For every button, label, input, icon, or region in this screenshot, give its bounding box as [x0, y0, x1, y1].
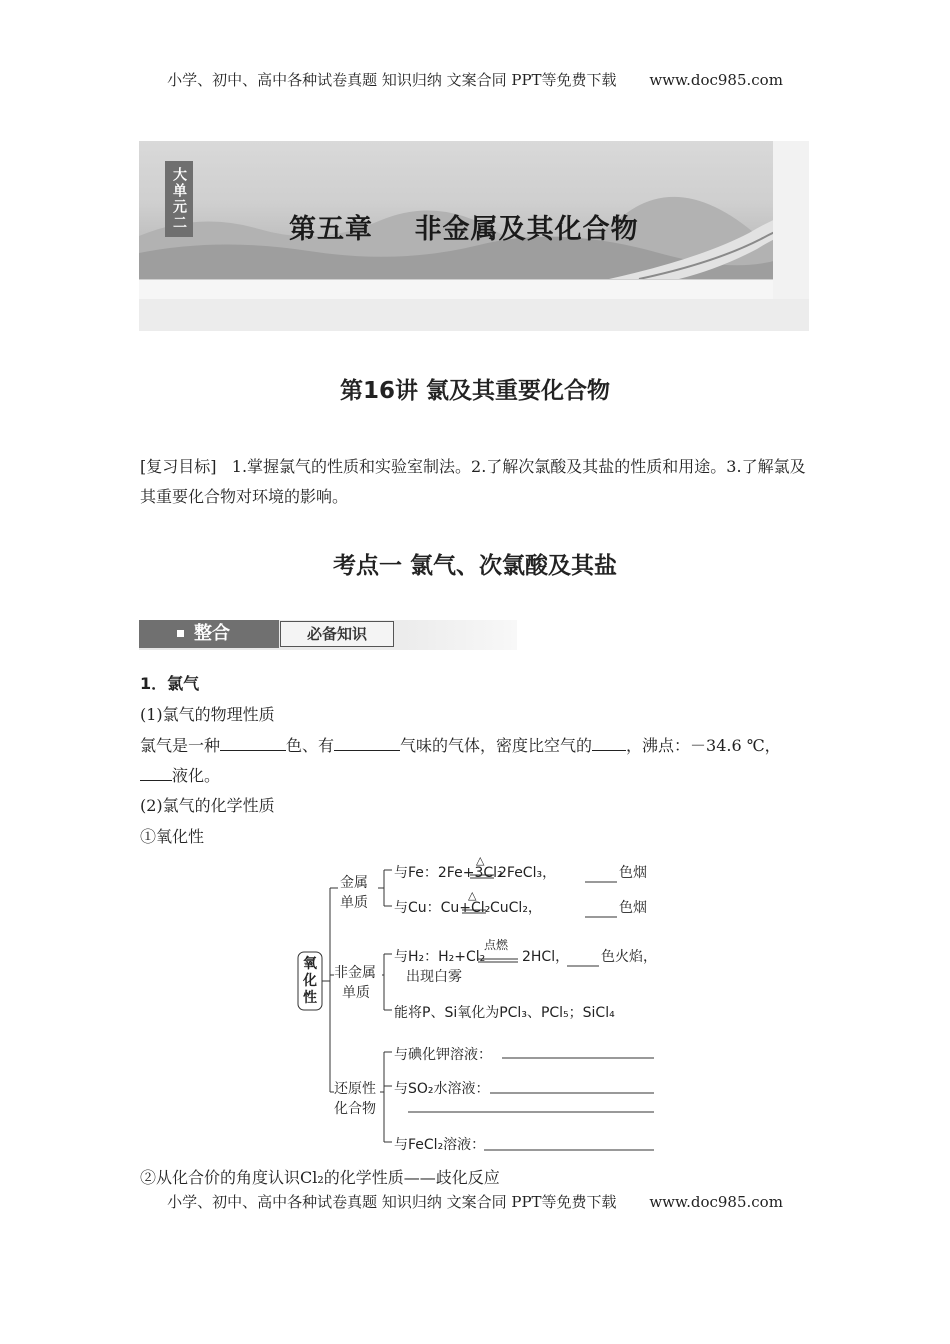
diagram-item-fe — [394, 862, 503, 882]
chemical-properties-heading: (2)氯气的化学性质 — [140, 796, 275, 815]
section-dark-label: 整合 — [194, 623, 230, 644]
diagram-item-h2-extra: 出现白雾 — [406, 969, 462, 985]
answer-blank[interactable] — [140, 762, 172, 781]
diagram-item-h2-suffix: 色火焰， — [601, 949, 657, 965]
diagram-item-fe-product — [498, 862, 556, 882]
branch-label-line: 化合物 — [334, 1101, 376, 1117]
diagram-item-p-si: 能将P、Si氧化为PCl₃、PCl₅；SiCl₄ — [394, 1005, 615, 1021]
oxidizing-heading: ①氧化性 — [140, 827, 205, 846]
diagram-item-fecl2: 与FeCl₂溶液： — [394, 1137, 486, 1153]
physical-properties-line1 — [140, 731, 812, 761]
answer-blank[interactable] — [592, 732, 626, 751]
answer-blank[interactable] — [334, 732, 400, 751]
diagram-item-cu-suffix: 色烟 — [619, 900, 647, 916]
answer-blank[interactable] — [220, 732, 286, 751]
section-bar — [139, 620, 517, 650]
branch-label-line: 单质 — [342, 985, 370, 1001]
square-icon — [177, 630, 184, 637]
text-fragment: 色、有 — [286, 736, 335, 755]
branch-metal-label — [340, 872, 368, 912]
disproportionation-heading: ②从化合价的角度认识Cl₂的化学性质——歧化反应 — [140, 1168, 500, 1187]
kaodian-title: 考点一 氯气、次氯酸及其盐 — [332, 553, 617, 579]
banner-shadow — [139, 279, 773, 300]
page-header — [0, 69, 950, 90]
section-bar-dark — [139, 620, 279, 648]
diagram-root: 氧化性 — [303, 956, 317, 1006]
diagram-item-cu-product: CuCl₂， — [490, 900, 542, 916]
diagram-item-cu: 与Cu：Cu+Cl₂ — [394, 900, 491, 916]
chapter-banner — [139, 141, 809, 331]
unit-tag: 大单元二 — [165, 161, 193, 237]
review-goals-label: [复习目标] — [140, 457, 217, 476]
lecture-title: 第16讲 氯及其重要化合物 — [339, 378, 610, 404]
text-fragment: ，沸点：－34.6 ℃， — [626, 736, 781, 755]
text-fragment: 氯气是一种 — [140, 736, 221, 755]
condition-heat: △ — [468, 889, 477, 902]
diagram-item-fe-suffix: 色烟 — [619, 865, 647, 881]
branch-label-line: 单质 — [340, 895, 368, 911]
section-light-label: 必备知识 — [280, 621, 394, 647]
condition-heat: △ — [476, 854, 485, 867]
diagram-item-so2: 与SO₂水溶液： — [394, 1081, 490, 1097]
branch-label-line: 非金属 — [334, 965, 376, 981]
branch-reducing-label — [334, 1078, 376, 1118]
banner-bottom — [139, 299, 809, 331]
equation-right: 2FeCl₃， — [498, 865, 557, 881]
physical-properties-heading: (1)氯气的物理性质 — [140, 705, 275, 724]
branch-nonmetal-label — [334, 962, 376, 1002]
equation-left: 与Fe：2Fe+3Cl₂ — [394, 865, 503, 881]
branch-label-line: 金属 — [340, 875, 368, 891]
footer-text: 小学、初中、高中各种试卷真题 知识归纳 文案合同 PPT等免费下载 — [167, 1193, 617, 1211]
diagram-item-ki: 与碘化钾溶液： — [394, 1047, 492, 1063]
review-goals — [140, 452, 812, 512]
condition-ignite: 点燃 — [484, 938, 509, 952]
text-fragment: 液化。 — [172, 766, 221, 785]
oxidation-tree-diagram — [290, 850, 670, 1160]
chapter-title: 第五章 非金属及其化合物 — [289, 214, 639, 245]
diagram-item-h2: 与H₂：H₂+Cl₂ — [394, 949, 486, 965]
footer-url[interactable]: www.doc985.com — [649, 1193, 783, 1211]
page-footer — [0, 1191, 950, 1212]
item-chlorine-heading: 1．氯气 — [140, 674, 200, 693]
review-goals-text: 1.掌握氯气的性质和实验室制法。2.了解次氯酸及其盐的性质和用途。3.了解氯及其重要化合物对环境的影响。 — [140, 457, 806, 506]
banner-edge — [773, 141, 809, 299]
diagram-item-h2-product: 2HCl， — [522, 949, 570, 965]
header-url[interactable]: www.doc985.com — [649, 71, 783, 89]
physical-properties-line2 — [140, 761, 812, 791]
header-text: 小学、初中、高中各种试卷真题 知识归纳 文案合同 PPT等免费下载 — [167, 71, 617, 89]
text-fragment: 气味的气体，密度比空气的 — [400, 736, 593, 755]
branch-label-line: 还原性 — [334, 1081, 376, 1097]
